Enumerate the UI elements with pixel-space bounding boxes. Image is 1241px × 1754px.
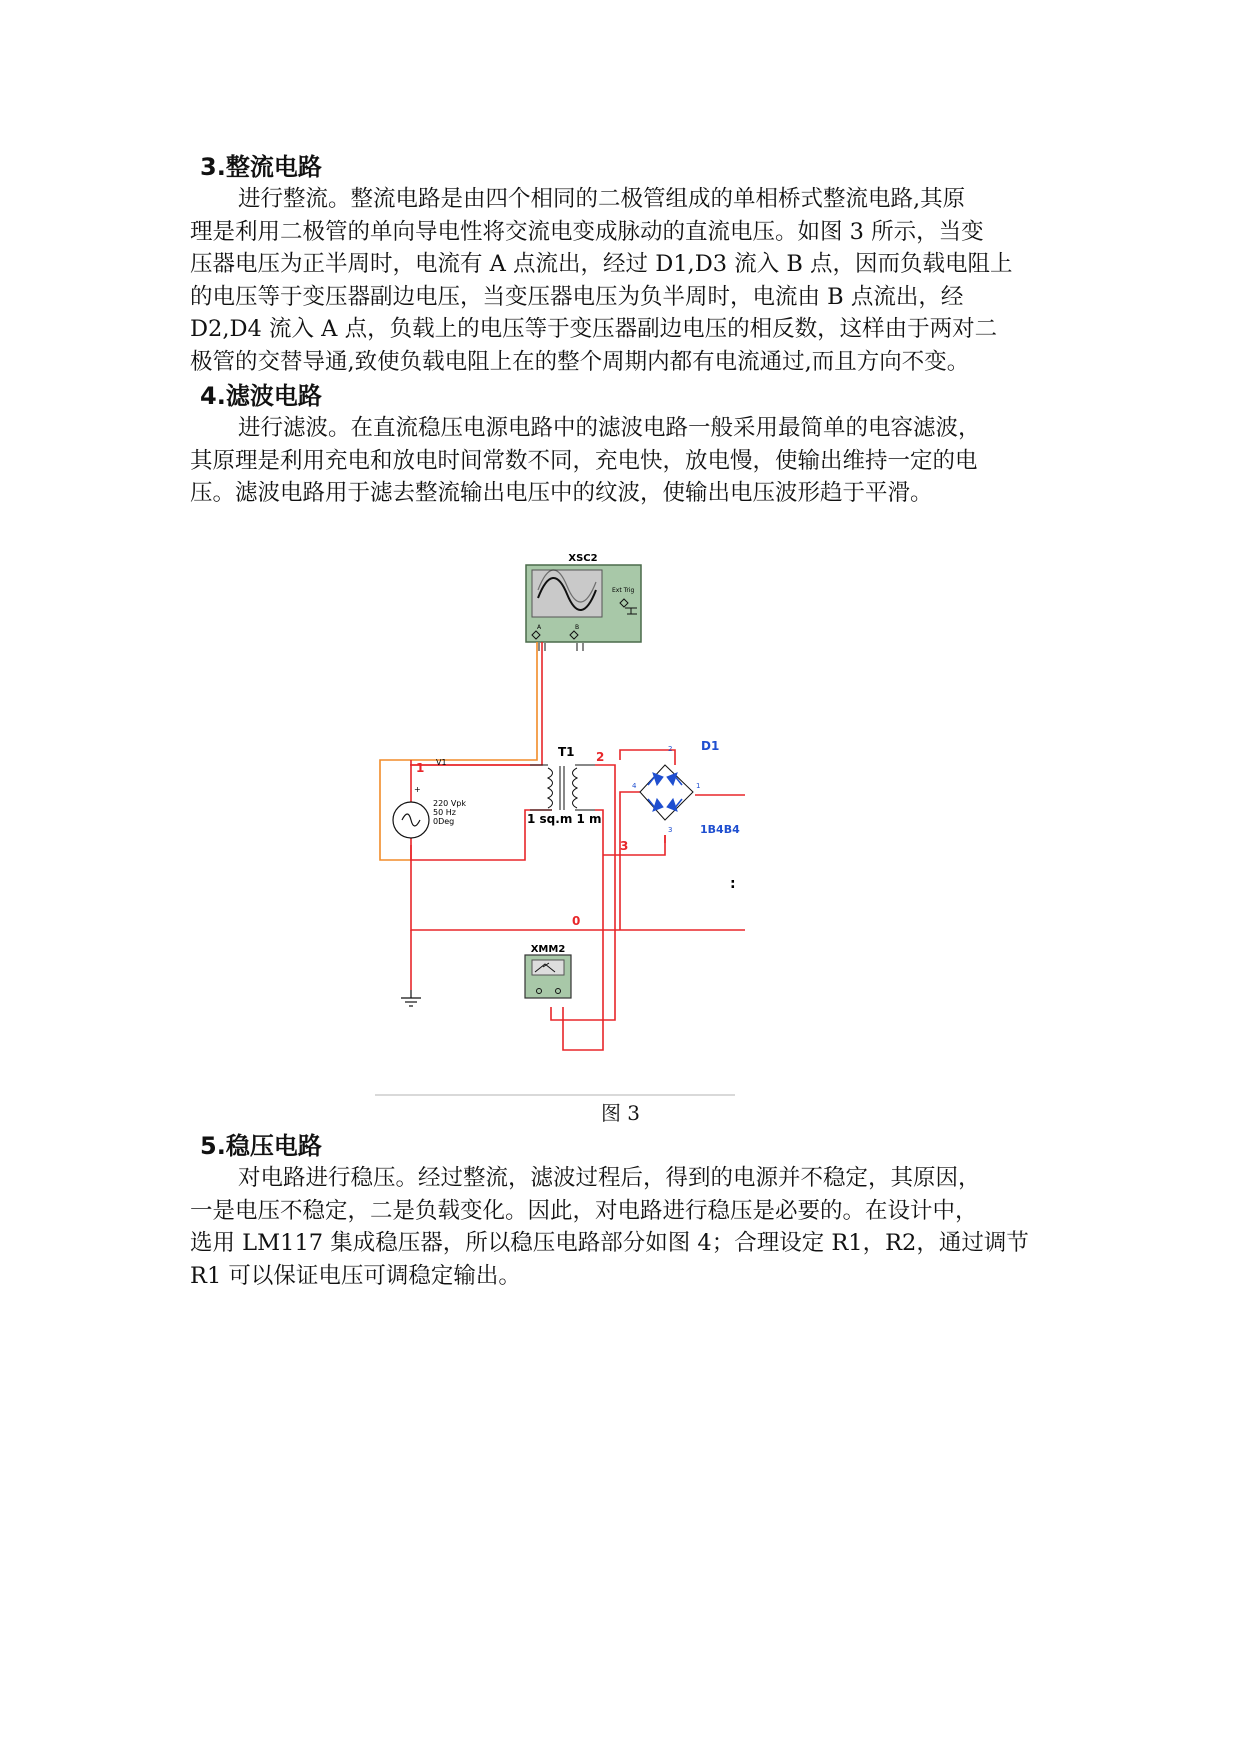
text-line: 压器电压为正半周时，电流有 A 点流出，经过 D1,D3 流入 B 点，因而负载电阻上 <box>190 251 1013 277</box>
text-line: 极管的交替导通,致使负载电阻上在的整个周期内都有电流通过,而且方向不变。 <box>190 348 970 375</box>
oscilloscope-label: XSC2 <box>568 553 598 564</box>
text-line: 一是电压不稳定，二是负载变化。因此，对电路进行稳压是必要的。在设计中， <box>190 1197 978 1224</box>
bridge-pin-4: 4 <box>632 782 637 790</box>
node-2-label: 2 <box>596 750 605 764</box>
oscilloscope <box>526 553 641 651</box>
text-line: D2,D4 流入 A 点，负载上的电压等于变压器副边电压的相反数，这样由于两对二 <box>190 316 998 342</box>
scope-channel-a-label: A <box>537 624 542 631</box>
bridge-pin-2: 2 <box>668 745 673 753</box>
multimeter <box>525 944 571 998</box>
text-line: 进行滤波。在直流稳压电源电路中的滤波电路一般采用最简单的电容滤波， <box>238 415 981 441</box>
source-plus-sign: + <box>414 785 421 794</box>
paragraph-filter <box>190 412 1060 510</box>
cropped-colon: : <box>730 876 736 892</box>
circuit-wiring <box>411 750 745 1050</box>
bridge-pin-3: 3 <box>668 826 673 834</box>
text-line: 理是利用二极管的单向导电性将交流电变成脉动的直流电压。如图 3 所示，当变 <box>190 218 984 245</box>
text-line: 选用 LM117 集成稳压器，所以稳压电路部分如图 4；合理设定 R1，R2，通过调节 <box>190 1230 1029 1256</box>
section-heading-rectifier: 3.整流电路 <box>200 153 322 181</box>
diode-part-label: 1B4B4 <box>700 823 740 836</box>
transformer-label: T1 <box>558 745 575 759</box>
section-heading-regulator: 5.稳压电路 <box>200 1132 322 1160</box>
text-line: 其原理是利用充电和放电时间常数不同，充电快，放电慢，使输出维持一定的电 <box>190 447 978 474</box>
text-line: R1 可以保证电压可调稳定输出。 <box>190 1262 521 1289</box>
source-param-frequency: 50 Hz <box>433 808 456 817</box>
node-3-label: 3 <box>620 839 629 853</box>
transformer <box>530 765 595 810</box>
paragraph-rectifier <box>190 183 1060 378</box>
text-line: 对电路进行稳压。经过整流，滤波过程后，得到的电源并不稳定，其原因， <box>238 1165 981 1191</box>
text-line: 压。滤波电路用于滤去整流输出电压中的纹波，使输出电压波形趋于平滑。 <box>190 480 933 506</box>
multimeter-label: XMM2 <box>530 944 566 955</box>
bridge-pin-1: 1 <box>696 782 701 790</box>
ground-symbol <box>401 990 421 1006</box>
source-label: V1 <box>436 758 447 767</box>
paragraph-regulator <box>190 1162 1060 1292</box>
node-1-label: 1 <box>416 761 425 775</box>
source-param-phase: 0Deg <box>433 817 455 826</box>
text-line: 进行整流。整流电路是由四个相同的二极管组成的单相桥式整流电路,其原 <box>238 186 966 212</box>
source-param-amplitude: 220 Vpk <box>433 799 466 808</box>
circuit-diagram <box>415 550 835 1100</box>
node-0-label: 0 <box>572 914 581 928</box>
transformer-spec: 1 sq.m 1 m <box>527 812 602 826</box>
text-line: 的电压等于变压器副边电压，当变压器电压为负半周时，电流由 B 点流出，经 <box>190 283 964 310</box>
bridge-rectifier <box>640 765 693 820</box>
ext-trig-label: Ext Trig <box>612 587 635 594</box>
section-heading-filter: 4.滤波电路 <box>200 382 322 410</box>
diode-label: D1 <box>701 739 720 753</box>
figure-caption: 图 3 <box>600 1101 641 1125</box>
scope-channel-b-label: B <box>575 624 580 631</box>
